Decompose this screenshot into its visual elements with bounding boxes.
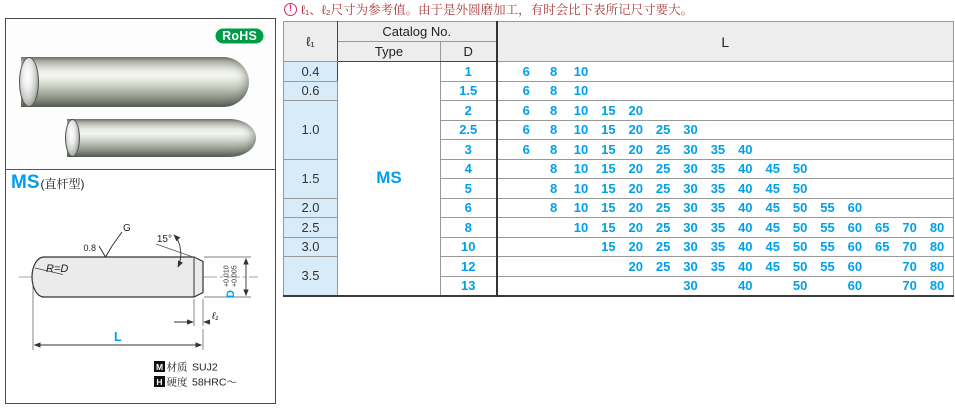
caution-icon: ! <box>284 3 297 16</box>
d-value-link[interactable]: 10 <box>441 237 497 257</box>
l1-value-cell: 0.6 <box>284 81 338 101</box>
l-value-link[interactable]: 10 <box>573 161 589 177</box>
l-value-link[interactable]: 50 <box>792 239 808 255</box>
l1-value-cell: 3.5 <box>284 257 338 296</box>
l-value-link[interactable]: 6 <box>522 141 530 157</box>
spec-row <box>284 62 954 82</box>
d-value-link[interactable]: 2 <box>441 101 497 121</box>
l-value-link[interactable]: 35 <box>710 200 726 216</box>
series-label <box>6 170 275 195</box>
d-value-link[interactable]: 3 <box>441 140 497 160</box>
l-value-link[interactable]: 6 <box>522 83 530 99</box>
l-value-link[interactable]: 55 <box>820 219 835 235</box>
radius-label: R=D <box>46 263 69 275</box>
l-value-link[interactable]: 35 <box>710 180 726 196</box>
l-value-link[interactable]: 10 <box>573 63 589 79</box>
l1-value-cell: 1.5 <box>284 159 338 198</box>
l-value-link[interactable]: 8 <box>549 180 558 196</box>
l-value-link[interactable]: 15 <box>601 122 616 138</box>
l-value-link[interactable]: 6 <box>522 102 530 118</box>
l-value-link[interactable]: 30 <box>683 258 698 274</box>
l-value-link[interactable]: 20 <box>628 141 643 157</box>
pin-photo-small <box>67 119 256 157</box>
l1-value-cell: 3.0 <box>284 237 338 257</box>
roughness-flag-line <box>112 232 122 246</box>
l-dim-label: L <box>114 330 122 344</box>
l-value-link[interactable]: 8 <box>549 102 558 118</box>
l-values-cell <box>497 218 954 238</box>
l-value-link[interactable]: 8 <box>549 200 558 216</box>
header-l1: ℓ₁ <box>284 22 338 62</box>
pin-photo-large <box>21 57 249 107</box>
l-value-link[interactable]: 25 <box>655 122 671 138</box>
l-values-cell <box>497 237 954 257</box>
spec-table <box>283 21 954 297</box>
l-value-link[interactable]: 50 <box>792 180 808 196</box>
l-values-cell <box>497 276 954 296</box>
l-value-link[interactable]: 15 <box>601 141 616 157</box>
d-value-link[interactable]: 4 <box>441 159 497 179</box>
l-value-link[interactable]: 35 <box>710 219 726 235</box>
l-value-link[interactable]: 55 <box>820 239 835 255</box>
l-value-link[interactable]: 20 <box>628 180 643 196</box>
l-value-link[interactable]: 60 <box>847 239 863 255</box>
l-value-link[interactable]: 80 <box>929 219 945 235</box>
l1-value-cell: 2.5 <box>284 218 338 238</box>
l-value-link[interactable]: 10 <box>573 141 589 157</box>
technical-drawing <box>6 195 274 403</box>
product-panel <box>5 18 276 404</box>
roughness-value: 0.8 <box>83 243 96 253</box>
roughness-symbol-icon <box>99 246 112 257</box>
l-value-link[interactable]: 70 <box>902 278 917 293</box>
l-value-link[interactable]: 55 <box>820 258 835 274</box>
l-value-link[interactable]: 70 <box>902 258 917 274</box>
l-value-link[interactable]: 10 <box>573 180 589 196</box>
l-value-link[interactable]: 20 <box>628 258 643 274</box>
l-value-link[interactable]: 40 <box>738 219 753 235</box>
l-value-link[interactable]: 8 <box>549 141 558 157</box>
l-value-link[interactable]: 20 <box>628 161 643 177</box>
material-label: 材质 <box>166 361 188 374</box>
l-value-link[interactable]: 10 <box>573 200 589 216</box>
chamfer-angle-label: 15° <box>156 234 172 245</box>
l-value-link[interactable]: 40 <box>738 141 753 157</box>
l-value-link[interactable]: 6 <box>522 63 530 79</box>
l-value-link[interactable]: 35 <box>710 161 726 177</box>
l-value-link[interactable]: 65 <box>875 239 890 255</box>
l-value-link[interactable]: 30 <box>683 200 698 216</box>
l-value-link[interactable]: 30 <box>683 180 698 196</box>
l-value-link[interactable]: 45 <box>765 180 780 196</box>
l-value-link[interactable]: 70 <box>902 219 917 235</box>
d-value-link[interactable]: 8 <box>441 218 497 238</box>
l-value-link[interactable]: 55 <box>820 200 835 216</box>
l-values-cell <box>497 257 954 277</box>
l-value-link[interactable]: 30 <box>683 219 698 235</box>
l-value-link[interactable]: 80 <box>929 258 945 274</box>
d-value-link[interactable]: 1.5 <box>441 81 497 101</box>
l-value-link[interactable]: 25 <box>655 180 671 196</box>
l-values-cell <box>497 101 954 121</box>
l-value-link[interactable]: 10 <box>573 102 589 118</box>
l-value-link[interactable]: 45 <box>765 161 780 177</box>
l-value-link[interactable]: 25 <box>655 219 671 235</box>
l-value-link[interactable]: 10 <box>573 83 589 99</box>
d-value-link[interactable]: 5 <box>441 179 497 199</box>
d-value-link[interactable]: 13 <box>441 276 497 296</box>
l-values-cell <box>497 159 954 179</box>
d-value-link[interactable]: 6 <box>441 198 497 218</box>
roughness-grade: G <box>123 223 131 234</box>
l-value-link[interactable]: 25 <box>655 200 671 216</box>
l-value-link[interactable]: 30 <box>683 278 698 293</box>
d-value-link[interactable]: 12 <box>441 257 497 277</box>
l-value-link[interactable]: 60 <box>847 200 863 216</box>
l-value-link[interactable]: 45 <box>765 219 780 235</box>
reference-note <box>284 1 693 17</box>
l-value-link[interactable]: 15 <box>601 102 616 118</box>
header-d: D <box>441 42 497 62</box>
header-l: L <box>497 22 954 62</box>
product-photo <box>6 19 275 170</box>
d-value-link[interactable]: 2.5 <box>441 120 497 140</box>
l-value-link[interactable]: 40 <box>738 200 753 216</box>
note-text: ℓ₁、ℓ₂尺寸为参考值。由于是外圆磨加工，有时会比下表所记尺寸要大。 <box>301 3 694 17</box>
l-value-link[interactable]: 10 <box>573 122 589 138</box>
l-value-link[interactable]: 8 <box>549 161 558 177</box>
hardness-label: 硬度 <box>166 376 188 389</box>
l1-value-cell: 2.0 <box>284 198 338 218</box>
l-value-link[interactable]: 60 <box>847 219 863 235</box>
l-value-link[interactable]: 8 <box>549 83 558 99</box>
l-value-link[interactable]: 15 <box>601 200 616 216</box>
l-value-link[interactable]: 40 <box>738 278 753 293</box>
l-value-link[interactable]: 30 <box>683 161 698 177</box>
spec-table-body <box>284 62 954 296</box>
l-values-cell <box>497 140 954 160</box>
l-value-link[interactable]: 40 <box>738 161 753 177</box>
l-value-link[interactable]: 10 <box>573 219 589 235</box>
l-value-link[interactable]: 40 <box>738 258 753 274</box>
l-value-link[interactable]: 15 <box>601 239 616 255</box>
l-values-cell <box>497 81 954 101</box>
hardness-badge: H <box>156 376 163 387</box>
l-value-link[interactable]: 45 <box>765 258 780 274</box>
l-value-link[interactable]: 6 <box>522 122 530 138</box>
pin-end-cap <box>65 119 80 157</box>
l-value-link[interactable]: 65 <box>875 219 890 235</box>
l-value-link[interactable]: 35 <box>710 239 726 255</box>
l-value-link[interactable]: 45 <box>765 200 780 216</box>
l1-dim-label: ℓ₁ <box>212 311 219 322</box>
l-value-link[interactable]: 25 <box>655 161 671 177</box>
l-value-link[interactable]: 8 <box>549 63 558 79</box>
header-catalog-no: Catalog No. <box>338 22 497 42</box>
l-value-link[interactable]: 30 <box>683 122 698 138</box>
l-value-link[interactable]: 45 <box>765 239 780 255</box>
l-value-link[interactable]: 30 <box>683 141 698 157</box>
l-values-cell <box>497 198 954 218</box>
l-value-link[interactable]: 25 <box>655 239 671 255</box>
l-value-link[interactable]: 50 <box>792 200 808 216</box>
l-value-link[interactable]: 50 <box>792 258 808 274</box>
l-value-link[interactable]: 35 <box>710 141 726 157</box>
l-value-link[interactable]: 20 <box>628 219 643 235</box>
l-value-link[interactable]: 60 <box>847 258 863 274</box>
l-value-link[interactable]: 50 <box>792 219 808 235</box>
l-value-link[interactable]: 80 <box>929 239 945 255</box>
l-value-link[interactable]: 25 <box>655 258 671 274</box>
l-value-link[interactable]: 40 <box>738 180 753 196</box>
l-value-link[interactable]: 15 <box>601 219 616 235</box>
d-tol-lower: +0.005 <box>231 265 239 287</box>
l-value-link[interactable]: 15 <box>601 180 616 196</box>
l-value-link[interactable]: 35 <box>710 258 726 274</box>
l-values-cell <box>497 179 954 199</box>
l-value-link[interactable]: 15 <box>601 161 616 177</box>
l-value-link[interactable]: 80 <box>929 278 945 293</box>
l-value-link[interactable]: 25 <box>655 141 671 157</box>
spec-table-container <box>283 21 954 297</box>
l-value-link[interactable]: 20 <box>628 102 643 118</box>
rohs-badge: RoHS <box>214 27 265 45</box>
l1-value-cell: 0.4 <box>284 62 338 82</box>
l-value-link[interactable]: 20 <box>628 200 643 216</box>
hardness-value: 58HRC～ <box>192 376 237 389</box>
l-value-link[interactable]: 50 <box>792 161 808 177</box>
d-tol-upper: +0.010 <box>223 265 231 287</box>
type-value-cell[interactable]: MS <box>338 62 441 296</box>
l-value-link[interactable]: 70 <box>902 239 917 255</box>
d-value-link[interactable]: 1 <box>441 62 497 82</box>
l-value-link[interactable]: 40 <box>738 239 753 255</box>
header-type: Type <box>338 42 441 62</box>
l-value-link[interactable]: 20 <box>628 239 643 255</box>
l-value-link[interactable]: 20 <box>628 122 643 138</box>
series-type: (直杆型) <box>40 177 85 191</box>
l-values-cell <box>497 62 954 82</box>
d-label: D <box>225 290 237 298</box>
material-badge: M <box>155 361 164 372</box>
series-code: MS <box>11 172 40 193</box>
l1-value-cell: 1.0 <box>284 101 338 160</box>
l-value-link[interactable]: 30 <box>683 239 698 255</box>
d-tolerance-label <box>224 265 239 298</box>
material-value: SUJ2 <box>192 361 218 374</box>
l-value-link[interactable]: 50 <box>792 278 808 293</box>
l-values-cell <box>497 120 954 140</box>
l-value-link[interactable]: 60 <box>847 278 863 293</box>
l-value-link[interactable]: 8 <box>549 122 558 138</box>
pin-end-cap <box>19 57 39 107</box>
